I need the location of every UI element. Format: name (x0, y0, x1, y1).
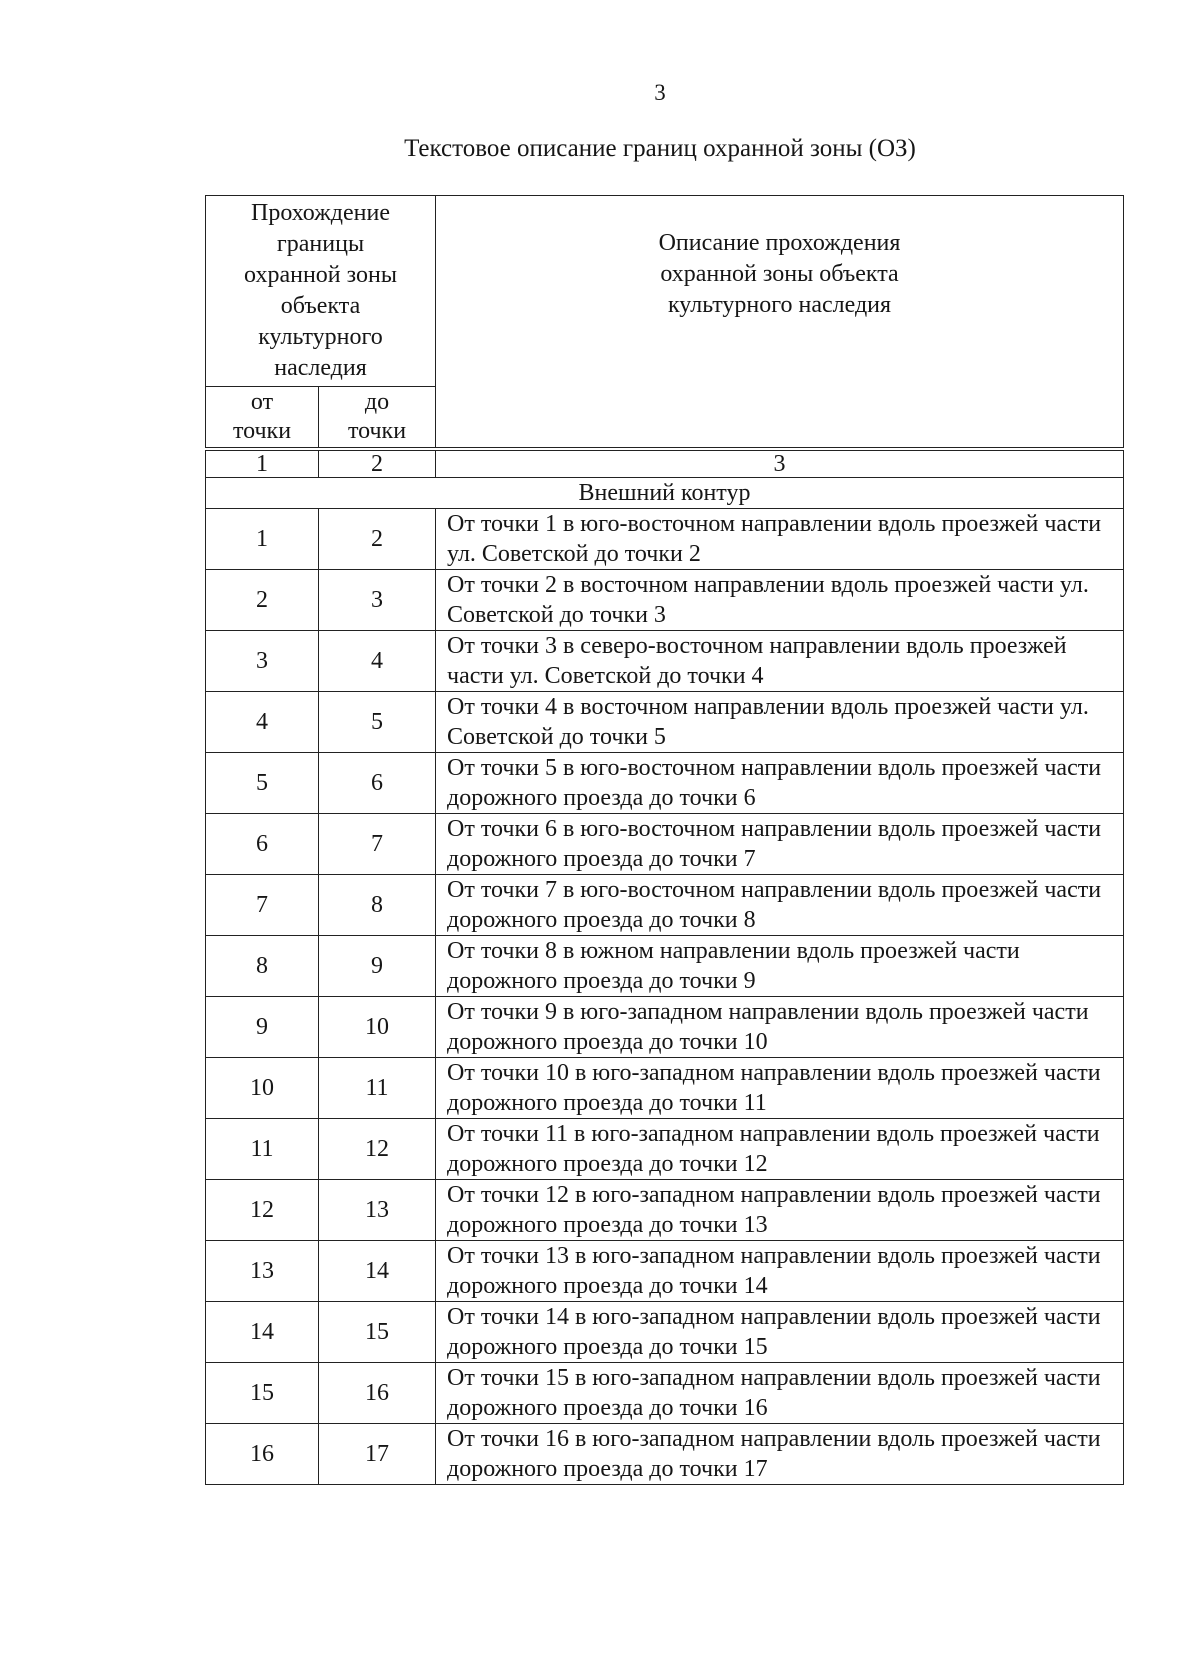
from-point-cell: 3 (206, 631, 319, 692)
header-passage-line: наследия (274, 355, 367, 381)
description-cell: От точки 3 в северо-восточном направлении вдоль проезжей части ул. Советской до точки 4 (436, 631, 1124, 692)
header-passage-line: культурного (258, 324, 383, 350)
from-point-cell: 16 (206, 1424, 319, 1485)
description-cell: От точки 1 в юго-восточном направлении вдоль проезжей части ул. Советской до точки 2 (436, 509, 1124, 570)
column-number: 2 (319, 449, 436, 478)
from-point-cell: 2 (206, 570, 319, 631)
table-row (206, 1363, 1124, 1424)
page-number: 3 (654, 80, 666, 105)
from-point-cell: 13 (206, 1241, 319, 1302)
column-number-row (206, 449, 1124, 478)
header-description-cell (436, 196, 1124, 450)
header-from-line: точки (232, 418, 292, 444)
header-to-line: точки (347, 418, 407, 444)
table-row (206, 1119, 1124, 1180)
to-point-cell: 13 (319, 1180, 436, 1241)
description-cell: От точки 12 в юго-западном направлении вдоль проезжей части дорожного проезда до точки 13 (436, 1180, 1124, 1241)
from-point-cell: 6 (206, 814, 319, 875)
to-point-cell: 3 (319, 570, 436, 631)
from-point-cell: 11 (206, 1119, 319, 1180)
to-point-cell: 11 (319, 1058, 436, 1119)
header-from-point (206, 387, 319, 450)
table-row (206, 814, 1124, 875)
from-point-cell: 14 (206, 1302, 319, 1363)
section-title-row (206, 478, 1124, 509)
header-passage-line: Прохождение (250, 200, 390, 226)
description-cell: От точки 9 в юго-западном направлении вдоль проезжей части дорожного проезда до точки 10 (436, 997, 1124, 1058)
header-passage-line: объекта (280, 293, 361, 319)
description-cell: От точки 16 в юго-западном направлении вдоль проезжей части дорожного проезда до точки 17 (436, 1424, 1124, 1485)
to-point-cell: 8 (319, 875, 436, 936)
description-cell: От точки 14 в юго-западном направлении вдоль проезжей части дорожного проезда до точки 15 (436, 1302, 1124, 1363)
from-point-cell: 15 (206, 1363, 319, 1424)
from-point-cell: 7 (206, 875, 319, 936)
column-number: 3 (436, 449, 1124, 478)
to-point-cell: 16 (319, 1363, 436, 1424)
description-cell: От точки 15 в юго-западном направлении вдоль проезжей части дорожного проезда до точки 16 (436, 1363, 1124, 1424)
table-row (206, 509, 1124, 570)
to-point-cell: 9 (319, 936, 436, 997)
table-row (206, 1058, 1124, 1119)
to-point-cell: 6 (319, 753, 436, 814)
to-point-cell: 12 (319, 1119, 436, 1180)
from-point-cell: 1 (206, 509, 319, 570)
table-row (206, 631, 1124, 692)
from-point-cell: 9 (206, 997, 319, 1058)
table-row (206, 692, 1124, 753)
from-point-cell: 4 (206, 692, 319, 753)
to-point-cell: 4 (319, 631, 436, 692)
from-point-cell: 5 (206, 753, 319, 814)
header-description-line: Описание прохождения (658, 230, 901, 256)
description-cell: От точки 2 в восточном направлении вдоль проезжей части ул. Советской до точки 3 (436, 570, 1124, 631)
description-cell: От точки 5 в юго-восточном направлении вдоль проезжей части дорожного проезда до точки 6 (436, 753, 1124, 814)
description-cell: От точки 10 в юго-западном направлении вдоль проезжей части дорожного проезда до точки 11 (436, 1058, 1124, 1119)
table-body (206, 196, 1124, 1485)
header-to-line: до (364, 389, 390, 415)
table-row (206, 1180, 1124, 1241)
table-row (206, 1302, 1124, 1363)
to-point-cell: 15 (319, 1302, 436, 1363)
table-row (206, 1424, 1124, 1485)
to-point-cell: 7 (319, 814, 436, 875)
to-point-cell: 14 (319, 1241, 436, 1302)
table-row (206, 936, 1124, 997)
header-passage-line: границы (276, 231, 365, 257)
to-point-cell: 10 (319, 997, 436, 1058)
table-row (206, 997, 1124, 1058)
to-point-cell: 5 (319, 692, 436, 753)
table-row (206, 753, 1124, 814)
description-cell: От точки 6 в юго-восточном направлении вдоль проезжей части дорожного проезда до точки 7 (436, 814, 1124, 875)
header-from-line: от (250, 389, 274, 415)
table-header-row (206, 196, 1124, 387)
table-row (206, 1241, 1124, 1302)
boundary-description-table (205, 195, 1124, 1485)
header-description-line: охранной зоны объекта (660, 261, 899, 287)
from-point-cell: 8 (206, 936, 319, 997)
table-row (206, 570, 1124, 631)
header-passage-line: охранной зоны (244, 262, 397, 288)
column-number: 1 (206, 449, 319, 478)
description-cell: От точки 4 в восточном направлении вдоль проезжей части ул. Советской до точки 5 (436, 692, 1124, 753)
table-row (206, 875, 1124, 936)
description-cell: От точки 7 в юго-восточном направлении вдоль проезжей части дорожного проезда до точки 8 (436, 875, 1124, 936)
section-title: Внешний контур (206, 478, 1124, 509)
to-point-cell: 2 (319, 509, 436, 570)
from-point-cell: 10 (206, 1058, 319, 1119)
to-point-cell: 17 (319, 1424, 436, 1485)
header-passage-cell (206, 196, 436, 387)
description-cell: От точки 8 в южном направлении вдоль проезжей части дорожного проезда до точки 9 (436, 936, 1124, 997)
from-point-cell: 12 (206, 1180, 319, 1241)
description-cell: От точки 13 в юго-западном направлении вдоль проезжей части дорожного проезда до точки 14 (436, 1241, 1124, 1302)
description-cell: От точки 11 в юго-западном направлении вдоль проезжей части дорожного проезда до точки 12 (436, 1119, 1124, 1180)
header-to-point (319, 387, 436, 450)
header-description-line: культурного наследия (667, 292, 892, 318)
document-title: Текстовое описание границ охранной зоны (ОЗ) (404, 135, 916, 162)
